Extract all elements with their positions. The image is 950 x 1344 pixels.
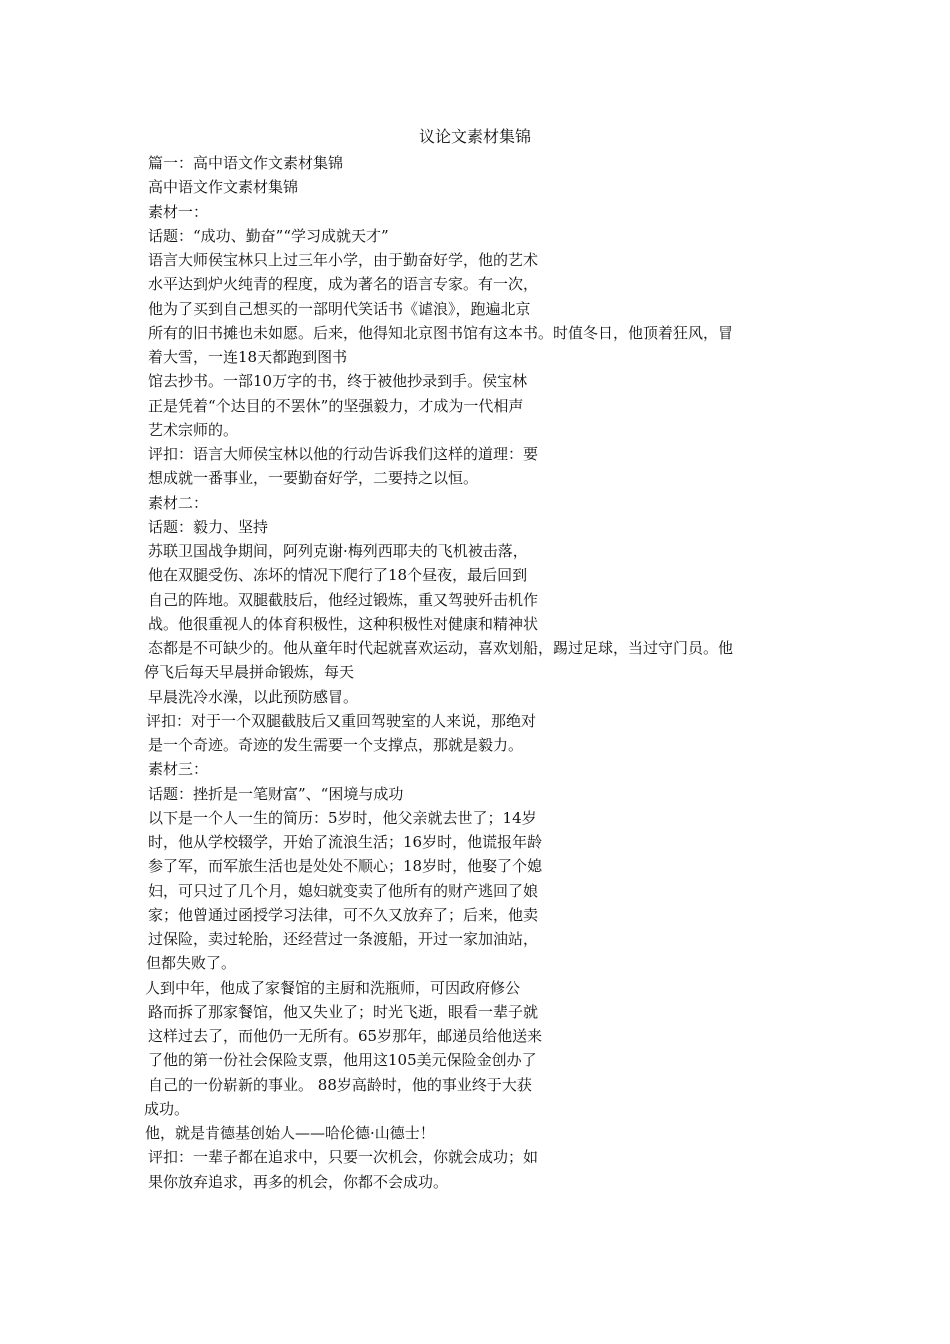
text-line: 素材二： (148, 493, 209, 512)
text-line: 以下是一个人一生的简历：5岁时，他父亲就去世了；14岁 (148, 808, 537, 827)
document-body (144, 151, 818, 1194)
text-line: 参了军，而军旅生活也是处处不顺心；18岁时，他娶了个媳 (148, 857, 543, 876)
text-line: 想成就一番事业，一要勤奋好学，二要持之以恒。 (148, 469, 479, 488)
text-line: 态都是不可缺少的。他从童年时代起就喜欢运动，喜欢划船，踢过足球，当过守门员。他 (148, 639, 734, 657)
text-line: 是一个奇迹。奇迹的发生需要一个支撑点，那就是毅力。 (148, 736, 524, 754)
text-line: 语言大师侯宝林只上过三年小学，由于勤奋好学，他的艺术 (148, 251, 539, 269)
text-line: 自己的阵地。双腿截肢后，他经过锻炼，重又驾驶歼击机作 (148, 590, 539, 609)
text-line: 篇一：高中语文作文素材集锦 (148, 154, 344, 172)
text-line: 他，就是肯德基创始人——哈伦德·山德士！ (145, 1124, 435, 1142)
text-line: 了他的第一份社会保险支票，他用这105美元保险金创办了 (148, 1051, 537, 1070)
text-line: 自己的一份崭新的事业。 88岁高龄时，他的事业终于大获 (148, 1075, 532, 1094)
text-line: 高中语文作文素材集锦 (148, 178, 299, 197)
text-line: 妇，可只过了几个月，媳妇就变卖了他所有的财产逃回了娘 (148, 881, 539, 900)
text-line: 所有的旧书摊也未如愿。后来，他得知北京图书馆有这本书。时值冬日，他顶着狂风，冒 (148, 323, 734, 342)
text-line: 他在双腿受伤、冻坏的情况下爬行了18个昼夜，最后回到 (148, 566, 528, 585)
text-line: 战。他很重视人的体育积极性，这种积极性对健康和精神状 (148, 614, 539, 633)
text-line: 评扣：一辈子都在追求中，只要一次机会，你就会成功；如 (148, 1148, 539, 1167)
text-line: 水平达到炉火纯青的程度，成为著名的语言专家。有一次， (148, 275, 539, 294)
text-line: 馆去抄书。一部10万字的书，终于被他抄录到手。侯宝林 (148, 372, 528, 391)
text-line: 但都失败了。 (146, 954, 237, 973)
text-line: 着大雪，一连18天都跑到图书 (148, 348, 348, 366)
text-line: 评扣：对于一个双腿截肢后又重回驾驶室的人来说，那绝对 (146, 711, 537, 730)
text-line: 苏联卫国战争期间，阿列克谢·梅列西耶夫的飞机被击落， (148, 542, 528, 560)
text-line: 素材三： (148, 760, 209, 779)
text-line: 家；他曾通过函授学习法律，可不久又放弃了；后来，他卖 (148, 905, 539, 924)
document-title: 议论文素材集锦 (418, 127, 531, 146)
text-line: 话题：挫折是一笔财富”、“困境与成功 (148, 784, 404, 803)
text-line: 果你放弃追求，再多的机会，你都不会成功。 (148, 1172, 449, 1191)
text-line: 话题：“成功、勤奋”“学习成就天才” (148, 226, 389, 245)
text-line: 艺术宗师的。 (148, 420, 239, 439)
text-line: 早晨洗冷水澡，以此预防感冒。 (148, 687, 359, 706)
text-line: 停飞后每天早晨拼命锻炼，每天 (144, 663, 355, 682)
text-line: 时，他从学校辍学，开始了流浪生活；16岁时，他谎报年龄 (148, 833, 543, 851)
text-line: 这样过去了，而他仍一无所有。65岁那年，邮递员给他送来 (148, 1027, 543, 1045)
text-line: 路而拆了那家餐馆，他又失业了；时光飞逝，眼看一辈子就 (148, 1002, 539, 1021)
text-line: 评扣：语言大师侯宝林以他的行动告诉我们这样的道理：要 (148, 445, 539, 463)
text-line: 正是凭着“个达目的不罢休”的坚强毅力，才成为一代相声 (148, 396, 524, 415)
text-line: 成功。 (144, 1099, 190, 1118)
text-line: 过保险，卖过轮胎，还经营过一条渡船，开过一家加油站， (148, 930, 539, 948)
text-line: 人到中年，他成了家餐馆的主厨和洗瓶师，可因政府修公 (145, 978, 521, 997)
text-line: 他为了买到自己想买的一部明代笑话书《谑浪》，跑遍北京 (148, 299, 531, 318)
text-line: 话题：毅力、坚持 (148, 517, 269, 536)
text-line: 素材一： (148, 202, 209, 221)
